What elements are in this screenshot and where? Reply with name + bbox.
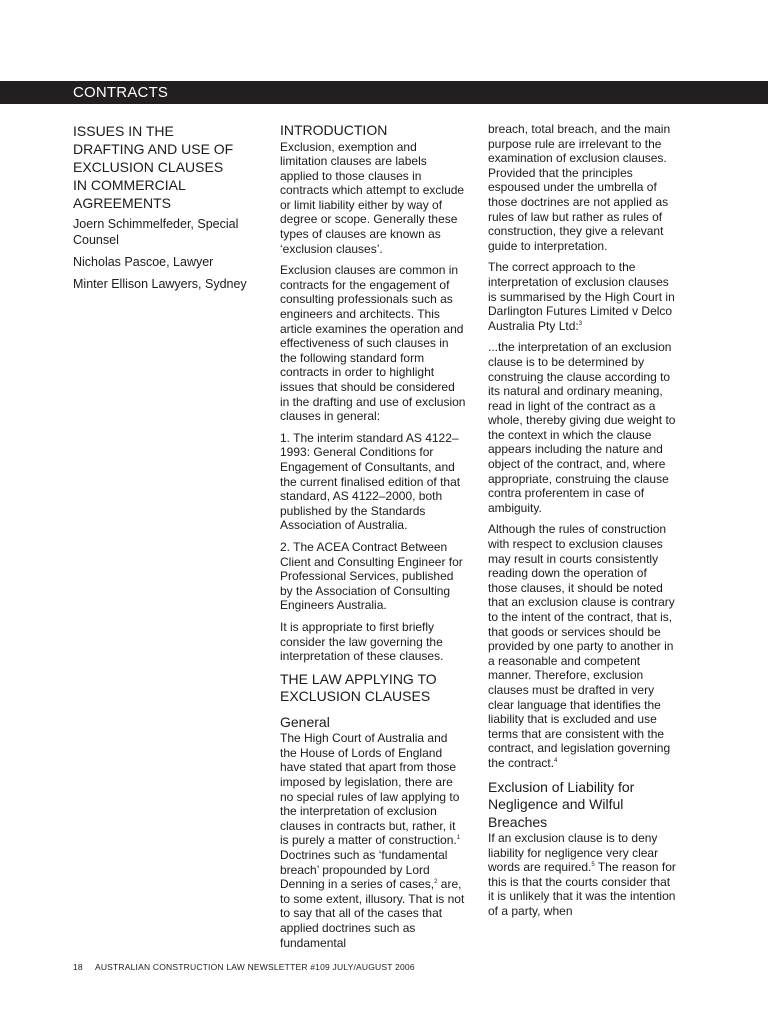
list-item-1: 1. The interim standard AS 4122–1993: General Conditions for Engagement of Consultants, and the current finalised edition of that standard, AS 4122–2000, both published by the Standards Association of Australia. [280,430,461,533]
list-item-2: 2. The ACEA Contract Between Client and Consulting Engineer for Professional Services, published by the Association of Consulting Engineers Australia. [280,539,463,613]
title-line: AGREEMENTS [73,195,172,211]
text-run: The reason for this is that the courts consider that it is unlikely that it was the intention of a party, when [488,860,676,918]
author-2: Nicholas Pascoe, Lawyer [73,255,214,269]
paragraph: Exclusion clauses are common in contracts for the engagement of consulting professionals such as engineers and architects. This article examines the operation and effectiveness of such clauses in the following standard form contracts in order to highlight issues that should be considered in the drafting and use of exclusion clauses in general: [280,263,466,424]
section-title: CONTRACTS [73,84,169,101]
introduction-heading: INTRODUCTION [280,122,388,138]
article-title [73,122,263,212]
footnote-ref: 3 [578,320,583,327]
publication-name: AUSTRALIAN CONSTRUCTION LAW NEWSLETTER #109 JULY/AUGUST 2006 [94,962,415,972]
author-1: Joern Schimmelfeder, Special Counsel [73,217,239,247]
footnote-ref: 2 [434,879,438,886]
column-3 [488,122,676,926]
general-subheading: General [280,713,330,730]
page-number: 18 [73,962,83,972]
paragraph [488,831,676,919]
text-run: The correct approach to the interpretation of exclusion clauses is summarised by the High Court in Darlington Futures Limited v Delco Australia Pty Ltd: [488,260,675,333]
paragraph [488,522,676,770]
text-run: The High Court of Australia and the House of Lords of England have stated that apart from those imposed by legislation, there are no special rules of law applying to the interpretation of exclusion clauses in contracts but, rather, it is purely a matter of construction. [280,731,460,848]
paragraph [488,260,676,333]
title-line: ISSUES IN THE [73,123,174,139]
text-run: Although the rules of construction with respect to exclusion clauses may result in courts consistently reading down the operation of those clauses, it should be noted that an exclusion clause is contrary to the intent of the contract, that is, that goods or services should be provided by one party to another in a reasonable and competent manner. Therefore, exclusion clauses must be drafted in very clear language that identifies the liability that is excluded and use terms that are consistent with the contract, and legislation governing the contract. [488,522,675,770]
footnote-ref: 5 [591,862,595,869]
section-header-bar [0,81,768,104]
title-line: DRAFTING AND USE OF [73,141,234,157]
paragraph: It is appropriate to first briefly consider the law governing the interpretation of these clauses. [280,619,444,664]
author-affiliation: Minter Ellison Lawyers, Sydney [73,277,247,291]
block-quote: ...the interpretation of an exclusion clause is to be determined by construing the clause according to its natural and ordinary meaning, read in light of the contract as a whole, thereby giving due weight to the context in which the clause appears including the nature and object of the contract, and, where appropriate, construing the clause contra proferentem in case of ambiguity. [488,340,676,515]
paragraph [280,731,466,950]
footnote-ref: 1 [456,835,461,842]
paragraph: breach, total breach, and the main purpose rule are irrelevant to the examination of exclusion clauses. Provided that the principles espoused under the umbrella of those doctrines are not applied as rules of law but rather as rules of construction, they give a relevant guide to interpretation. [488,122,671,253]
text-run: If an exclusion clause is to deny liability for negligence very clear words are required. [488,831,659,875]
title-line: IN COMMERCIAL [73,177,186,193]
column-2 [280,122,466,957]
column-1 [73,122,263,298]
negligence-subheading: Exclusion of Liability for Negligence and Wilful Breaches [488,778,635,830]
text-run: are, to some extent, illusory. That is not to say that all of the cases that applied doctrines such as fundamental [280,877,465,950]
law-heading: THE LAW APPLYING TO EXCLUSION CLAUSES [280,670,437,705]
title-line: EXCLUSION CLAUSES [73,159,224,175]
text-run: Doctrines such as ‘fundamental breach’ propounded by Lord Denning in a series of cases, [280,847,448,892]
paragraph: Exclusion, exemption and limitation clauses are labels applied to those clauses in contracts which attempt to exclude or limit liability either by way of degree or scope. Generally these types of clauses are known as ‘exclusion clauses’. [280,139,465,256]
page-footer [73,962,415,972]
footnote-ref: 4 [554,757,558,764]
